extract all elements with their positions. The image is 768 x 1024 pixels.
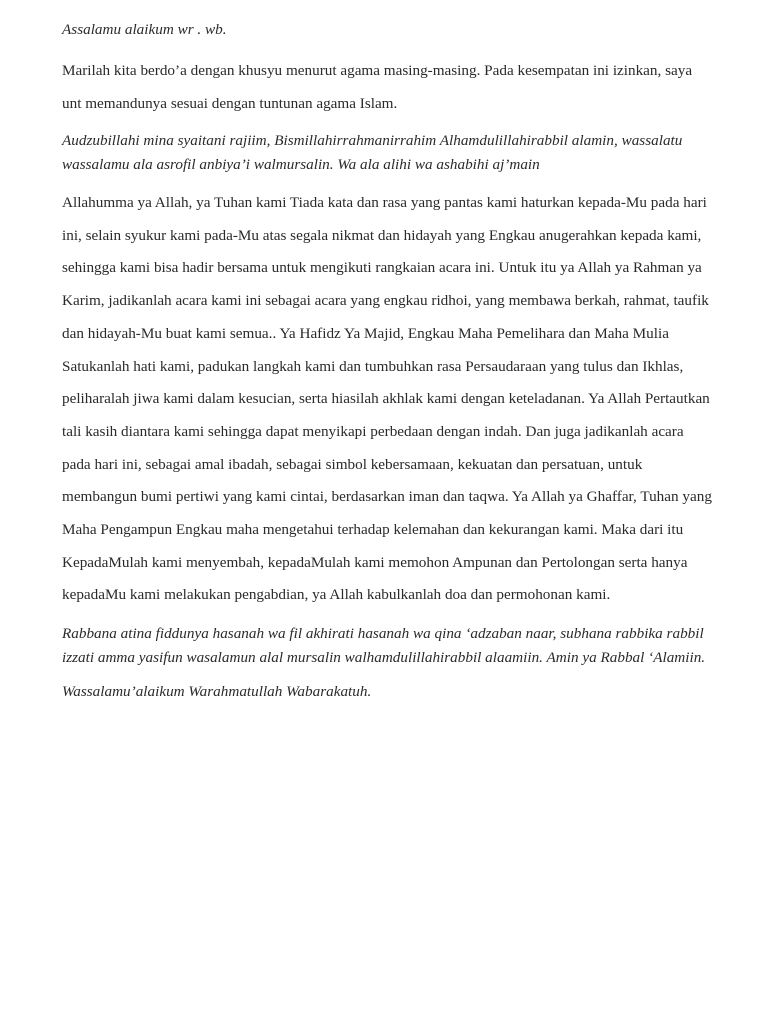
closing-prayer-paragraph: Rabbana atina fiddunya hasanah wa fil akhirati hasanah wa qina ‘adzaban naar, subhana rabbika rabbil izzati amma yasifun wasalamun alal mursalin walhamdulillahirabbil alaamiin. Amin ya Rabbal ‘Alamiin. — [62, 625, 706, 667]
greeting-text: Assalamu alaikum wr . wb. — [62, 21, 227, 38]
closing-greeting-text: Wassalamu’alaikum Warahmatullah Wabarakatuh. — [62, 683, 372, 701]
document-page — [62, 18, 714, 704]
opening-arabic-paragraph: Audzubillahi mina syaitani rajiim, Bismillahirrahmanirrahim Alhamdulillahirabbil alamin, wassalatu wassalamu ala asrofil anbiya’i walmursalin. Wa ala alihi wa ashabihi aj’main — [62, 132, 683, 173]
prayer-body-paragraph: Allahumma ya Allah, ya Tuhan kami Tiada kata dan rasa yang pantas kami haturkan kepada-Mu pada hari ini, selain syukur kami pada-Mu atas segala nikmat dan hidayah yang Engkau anugerahkan kepada kami, sehingga kami bisa hadir bersama untuk mengikuti rangkaian acara ini. Untuk itu ya Allah ya Rahman ya Karim, jadikanlah acara kami ini sebagai acara yang engkau ridhoi, yang membawa berkah, rahmat, taufik dan hidayah-Mu buat kami semua.. Ya Hafidz Ya Majid, Engkau Maha Pemelihara dan Maha Mulia Satukanlah hati kami, padukan langkah kami dan tumbuhkan rasa Persaudaraan yang tulus dan Ikhlas, peliharalah jiwa kami dalam kesucian, serta hiasilah akhlak kami dengan keteladanan. Ya Allah Pertautkan tali kasih diantara kami sehingga dapat menyikapi perbedaan dengan indah. Dan juga jadikanlah acara pada hari ini, sebagai amal ibadah, sebagai simbol kebersamaan, kekuatan dan persatuan, untuk membangun bumi pertiwi yang kami cintai, berdasarkan iman dan taqwa. Ya Allah ya Ghaffar, Tuhan yang Maha Pengampun Engkau maha mengetahui terhadap kelemahan dan kekurangan kami. Maka dari itu KepadaMulah kami menyembah, kepadaMulah kami memohon Ampunan dan Pertolongan serta hanya kepadaMu kami melakukan pengabdian, ya Allah kabulkanlah doa dan permohonan kami. — [62, 194, 712, 604]
intro-paragraph: Marilah kita berdo’a dengan khusyu menurut agama masing-masing. Pada kesempatan ini izinkan, saya unt memandunya sesuai dengan tuntunan agama Islam. — [62, 62, 693, 112]
